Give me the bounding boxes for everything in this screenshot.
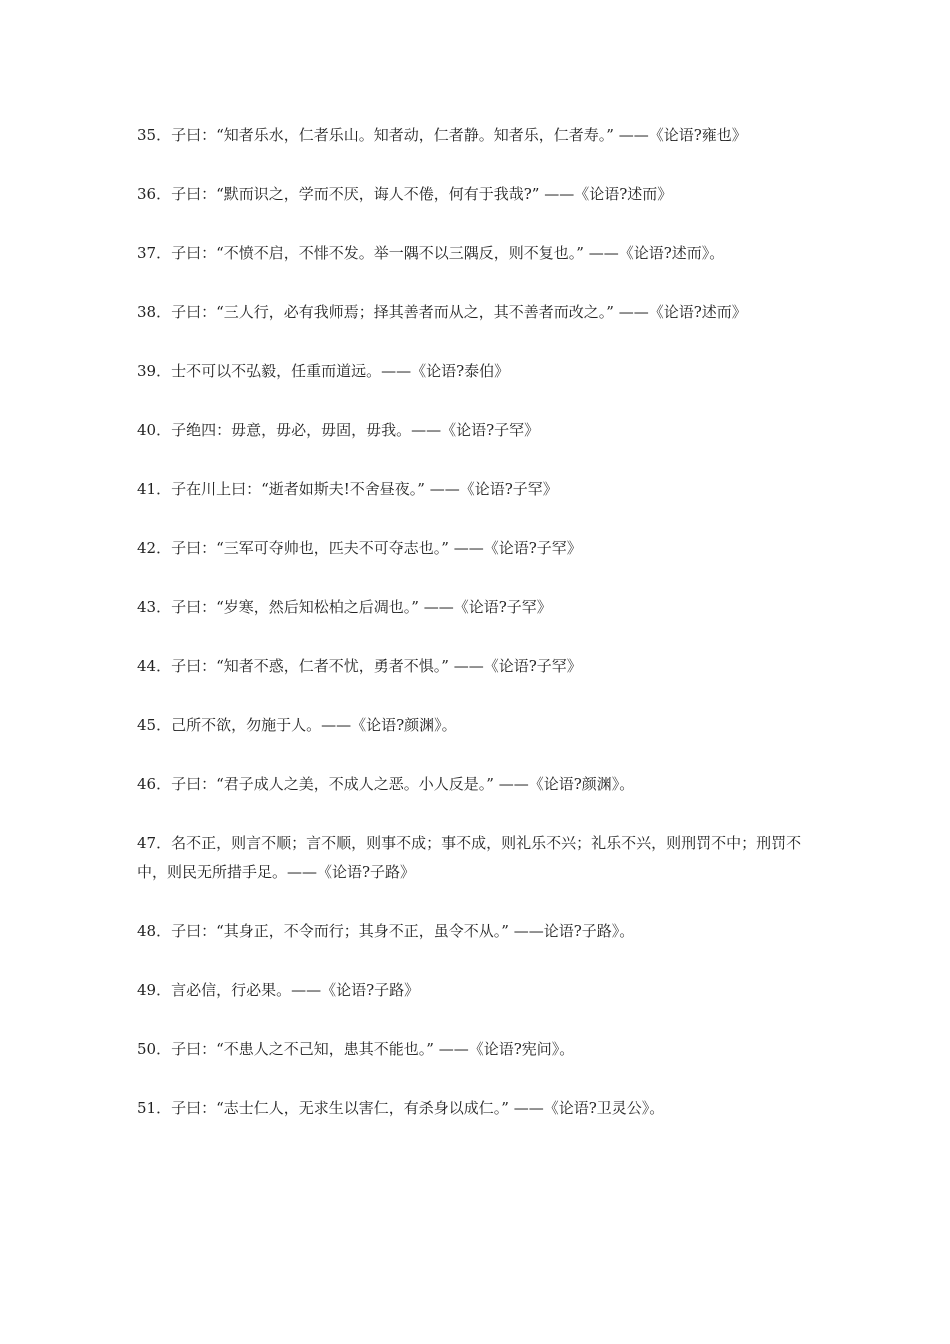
quote-entry-47: 47．名不正，则言不顺；言不顺，则事不成；事不成，则礼乐不兴；礼乐不兴，则刑罚不中；刑罚不中，则民无所措手足。——《论语?子路》 <box>137 834 802 881</box>
quote-entry-50: 50．子曰：“不患人之不己知，患其不能也。” ——《论语?宪问》。 <box>137 1040 575 1058</box>
quote-entry-48: 48．子曰：“其身正，不令而行；其身不正，虽令不从。” ——论语?子路》。 <box>137 922 635 940</box>
quote-entry-45: 45．己所不欲，勿施于人。——《论语?颜渊》。 <box>137 716 457 734</box>
quote-entry-39: 39．士不可以不弘毅，任重而道远。——《论语?泰伯》 <box>137 362 510 380</box>
quote-list <box>137 121 827 1153</box>
quote-entry-42: 42．子曰：“三军可夺帅也，匹夫不可夺志也。” ——《论语?子罕》 <box>137 539 582 557</box>
quote-entry-38: 38．子曰：“三人行，必有我师焉；择其善者而从之，其不善者而改之。” ——《论语?述而》 <box>137 303 747 321</box>
quote-entry-41: 41．子在川上曰：“逝者如斯夫!不舍昼夜。” ——《论语?子罕》 <box>137 480 558 498</box>
quote-entry-40: 40．子绝四：毋意，毋必，毋固，毋我。——《论语?子罕》 <box>137 421 540 439</box>
quote-entry-49: 49．言必信，行必果。——《论语?子路》 <box>137 981 420 999</box>
quote-entry-35: 35．子曰：“知者乐水，仁者乐山。知者动，仁者静。知者乐，仁者寿。” ——《论语?雍也》 <box>137 126 747 144</box>
quote-entry-43: 43．子曰：“岁寒，然后知松柏之后凋也。” ——《论语?子罕》 <box>137 598 552 616</box>
quote-entry-51: 51．子曰：“志士仁人，无求生以害仁，有杀身以成仁。” ——《论语?卫灵公》。 <box>137 1099 665 1117</box>
quote-entry-44: 44．子曰：“知者不惑，仁者不忧，勇者不惧。” ——《论语?子罕》 <box>137 657 582 675</box>
quote-entry-36: 36．子曰：“默而识之，学而不厌，诲人不倦，何有于我哉?” ——《论语?述而》 <box>137 185 673 203</box>
quote-entry-46: 46．子曰：“君子成人之美，不成人之恶。小人反是。” ——《论语?颜渊》。 <box>137 775 635 793</box>
quote-entry-37: 37．子曰：“不愤不启，不悱不发。举一隅不以三隅反，则不复也。” ——《论语?述而》。 <box>137 244 725 262</box>
